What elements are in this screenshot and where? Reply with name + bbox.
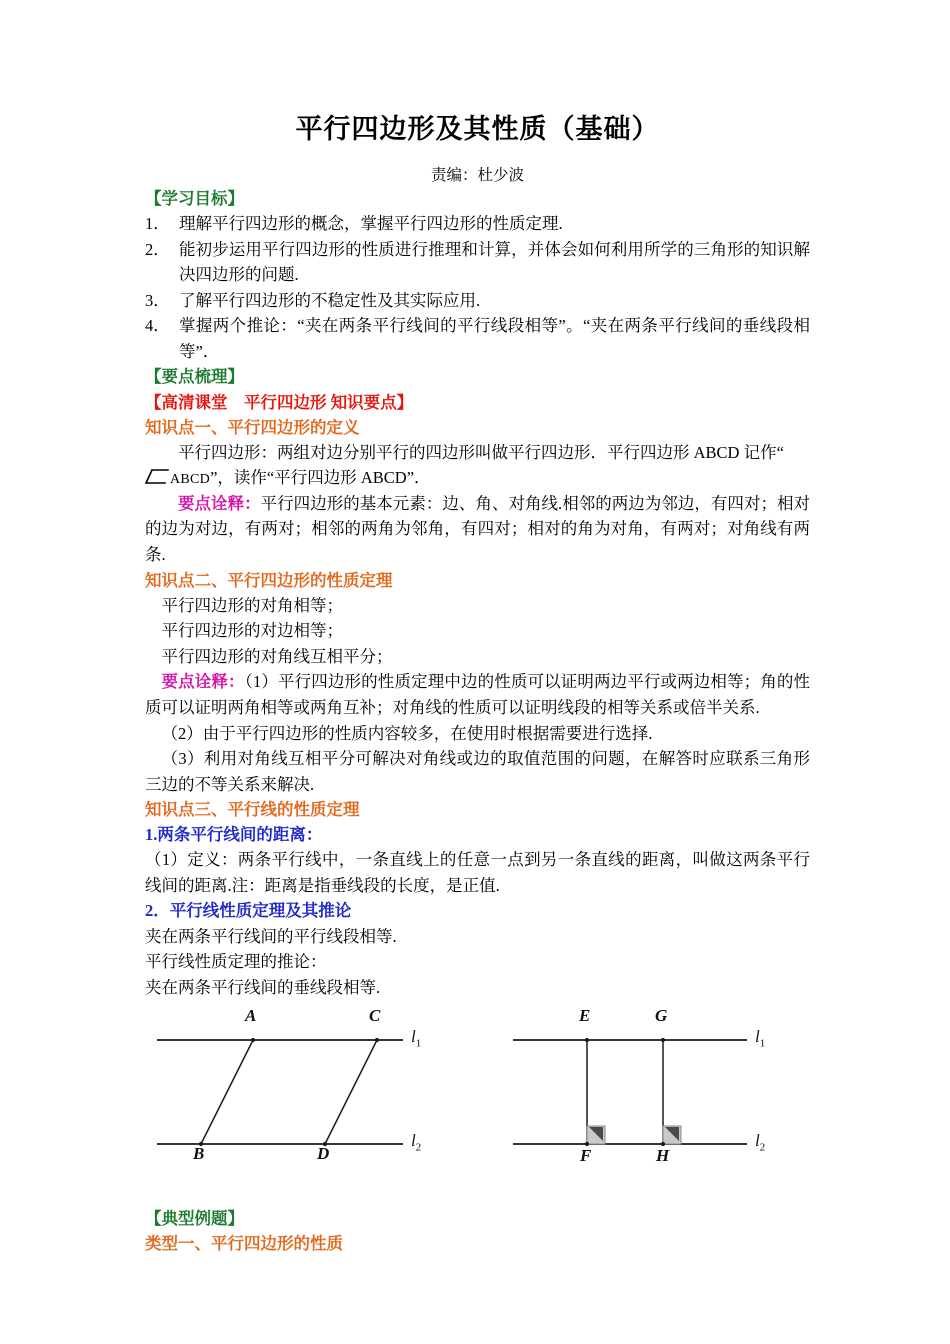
outline-heading: 【要点梳理】 <box>145 367 244 387</box>
examples-block <box>145 1206 810 1256</box>
theorem-line: 夹在两条平行线间的垂线段相等. <box>145 977 381 997</box>
note-label: 要点诠释： <box>178 493 261 513</box>
vertex-label-e: E <box>579 1006 591 1026</box>
theorem-line: 平行线性质定理的推论： <box>145 952 327 972</box>
list-item-text: 能初步运用平行四边形的性质进行推理和计算，并体会如何利用所学的三角形的知识解决四边形的问题. <box>179 239 810 285</box>
definition-symbol-label: ABCD <box>170 472 211 488</box>
examples-heading: 【典型例题】 <box>145 1209 244 1229</box>
list-item-number: 2． <box>145 239 170 259</box>
knowledge-point-1-heading: 知识点一、平行四边形的定义 <box>145 417 360 437</box>
figures-row <box>145 1006 810 1184</box>
list-item <box>145 288 810 314</box>
byline: 责编：杜少波 <box>430 167 524 185</box>
perpendicular-segments-figure <box>497 1006 797 1169</box>
knowledge-point-3-sub1-heading: 1.两条平行线间的距离： <box>145 825 323 845</box>
theorem-line: 夹在两条平行线间的平行线段相等. <box>145 926 397 946</box>
note-item-3: （3）利用对角线互相平分可解决对角线或边的取值范围的问题，在解答时应联系三角形三边的不等关系来解决. <box>145 749 810 794</box>
note-item-1: （1）平行四边形的性质定理中边的性质可以证明两边平行或两边相等；角的性质可以证明两角相等或两角互补；对角线的性质可以证明线段的相等关系或倍半关系. <box>145 672 811 717</box>
definition-text-part1: 平行四边形：两组对边分别平行的四边形叫做平行四边形．平行四边形 ABCD 记作“ <box>178 442 784 462</box>
vertex-label-f: F <box>580 1146 592 1166</box>
course-banner: 【高清课堂 平行四边形 知识要点】 <box>145 392 414 412</box>
list-item-number: 4． <box>145 316 170 336</box>
list-item-text: 了解平行四边形的不稳定性及其实际应用. <box>179 290 481 310</box>
list-item <box>145 313 810 364</box>
line-label-l2: $l_2$ <box>755 1131 766 1154</box>
note-label: 要点诠释： <box>161 672 245 692</box>
definition-text-part2: ”，读作“平行四边形 ABCD”． <box>210 468 431 488</box>
parallel-segments-figure <box>153 1006 453 1169</box>
vertex-label-a: A <box>245 1006 257 1026</box>
property-line: 平行四边形的对角线互相平分； <box>161 646 393 666</box>
vertex-label-d: D <box>317 1144 330 1164</box>
list-item-text: 掌握两个推论：“夹在两条平行线间的平行线段相等”。“夹在两条平行线间的垂线段相等”． <box>179 316 810 361</box>
parallelogram-icon <box>145 469 169 484</box>
objectives-heading: 【学习目标】 <box>145 188 244 208</box>
list-item-number: 3． <box>145 290 170 310</box>
vertex-label-c: C <box>369 1006 381 1026</box>
list-item <box>145 211 810 237</box>
line-label-l2: $l_2$ <box>411 1131 422 1154</box>
vertex-label-b: B <box>193 1144 205 1164</box>
line-label-l1: $l_1$ <box>411 1027 422 1050</box>
vertex-label-g: G <box>655 1006 668 1026</box>
knowledge-point-1-note <box>145 491 810 568</box>
vertex-label-h: H <box>656 1146 670 1166</box>
list-item-number: 1． <box>145 214 170 234</box>
list-item-text: 理解平行四边形的概念，掌握平行四边形的性质定理. <box>179 214 563 234</box>
note-item-2: （2）由于平行四边形的性质内容较多，在使用时根据需要进行选择. <box>161 723 653 743</box>
knowledge-point-1-definition <box>145 440 810 491</box>
knowledge-point-2-note <box>145 669 810 720</box>
knowledge-point-3-sub2-heading: 2．平行线性质定理及其推论 <box>145 901 352 921</box>
objectives-list <box>145 211 810 364</box>
property-line: 平行四边形的对角相等； <box>161 595 343 615</box>
page-title: 平行四边形及其性质（基础） <box>295 114 660 144</box>
knowledge-point-3-sub1-text: （1）定义：两条平行线中，一条直线上的任意一点到另一条直线的距离，叫做这两条平行线间的距离.注：距离是指垂线段的长度，是正值. <box>145 850 810 895</box>
knowledge-point-2-heading: 知识点二、平行四边形的性质定理 <box>145 570 393 590</box>
line-label-l1: $l_1$ <box>755 1027 766 1050</box>
property-line: 平行四边形的对边相等； <box>161 621 343 641</box>
knowledge-point-3-heading: 知识点三、平行线的性质定理 <box>145 800 360 820</box>
example-type-heading: 类型一、平行四边形的性质 <box>145 1234 343 1254</box>
note-text: 平行四边形的基本元素：边、角、对角线.相邻的两边为邻边，有四对；相对的边为对边，有两对；相邻的两角为邻角，有四对；相对的角为对角，有两对；对角线有两条. <box>145 493 811 565</box>
list-item <box>145 237 810 288</box>
